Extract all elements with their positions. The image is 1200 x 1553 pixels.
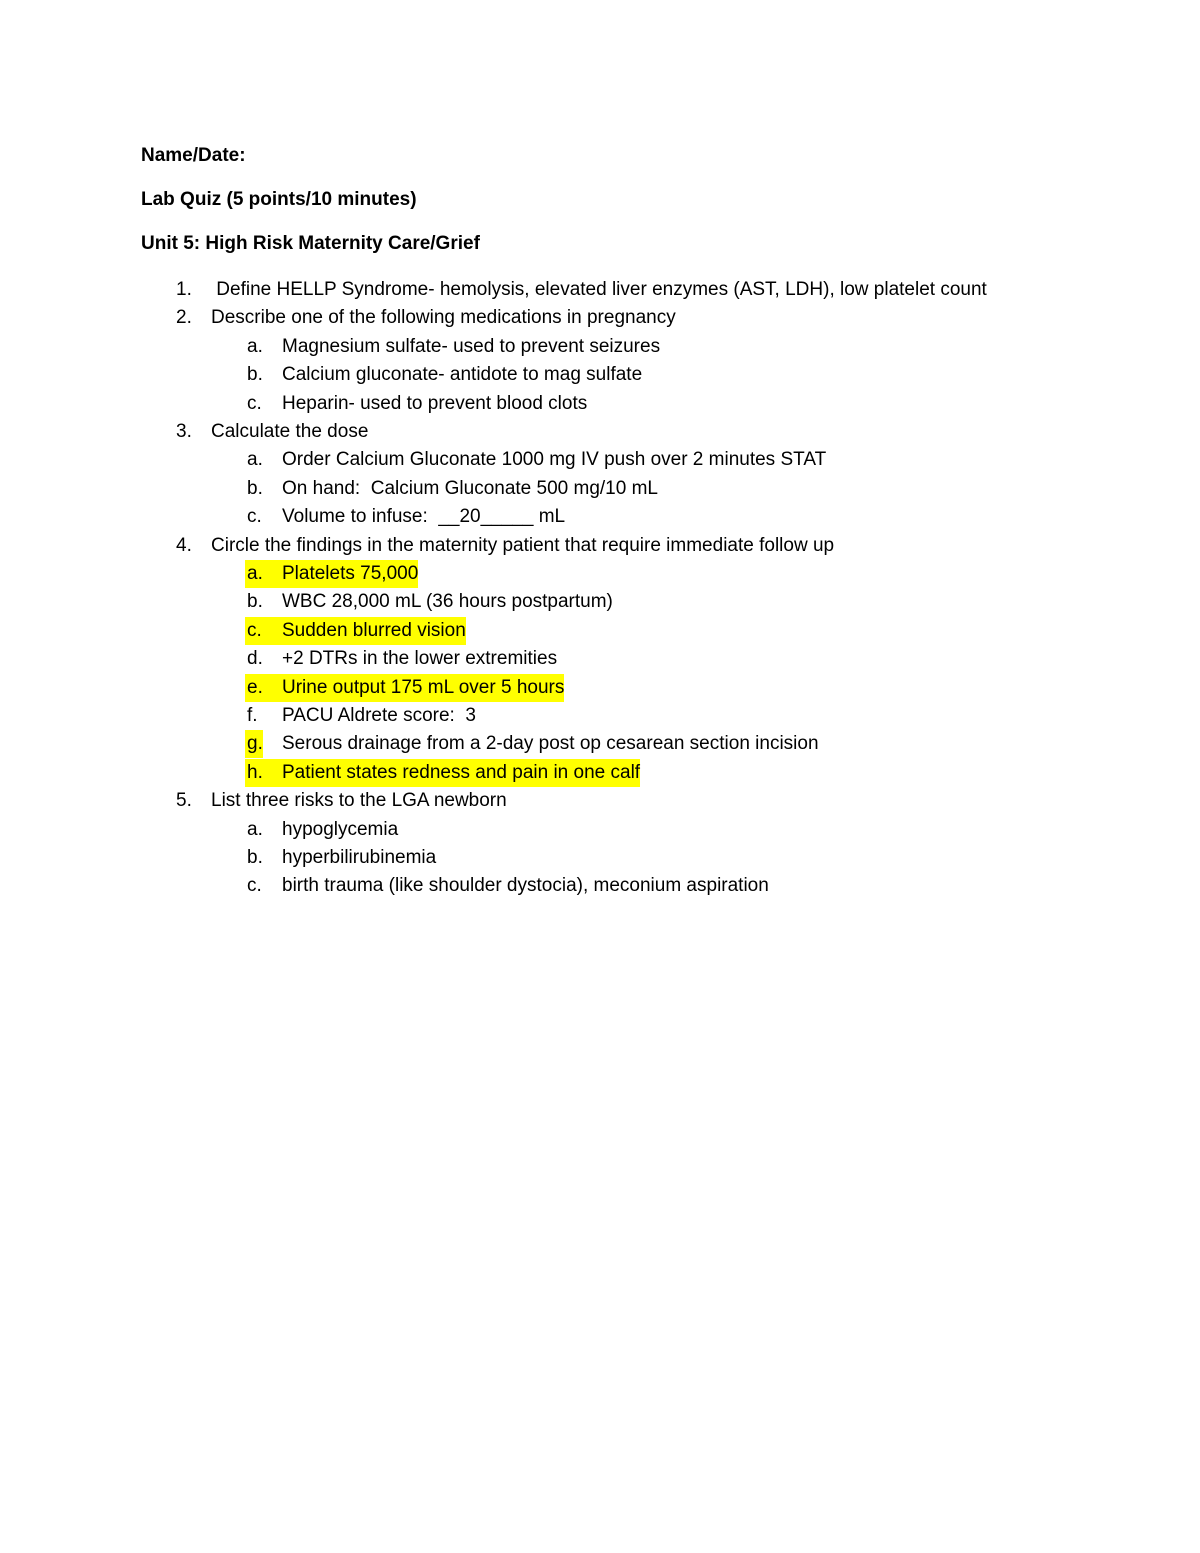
option-text: Magnesium sulfate- used to prevent seizures (282, 335, 661, 357)
option-letter: b. (247, 591, 263, 613)
option-text: On hand: Calcium Gluconate 500 mg/10 mL (282, 477, 658, 499)
option-letter: b. (247, 477, 263, 499)
question-text: List three risks to the LGA newborn (211, 790, 507, 812)
option-letter: h. (245, 759, 284, 787)
option-letter: c. (247, 875, 262, 897)
option-letter: g. (245, 730, 263, 758)
question-text: Describe one of the following medications in pregnancy (211, 307, 676, 329)
option-text: WBC 28,000 mL (36 hours postpartum) (282, 591, 613, 613)
question-text: Calculate the dose (211, 421, 369, 442)
option-text: hyperbilirubinemia (282, 847, 437, 868)
option-text: Heparin- used to prevent blood clots (282, 392, 588, 414)
question-number: 2. (176, 307, 192, 329)
option-text: Serous drainage from a 2-day post op cesarean section incision (282, 733, 819, 755)
option-letter: b. (247, 364, 263, 386)
option-text: Volume to infuse: __20_____ mL (282, 506, 566, 528)
question-number: 1. (176, 279, 192, 300)
option-text: Platelets 75,000 (282, 560, 418, 588)
question-text: Circle the findings in the maternity patient that require immediate follow up (211, 534, 835, 556)
unit-title: Unit 5: High Risk Maternity Care/Grief (141, 233, 480, 254)
quiz-title: Lab Quiz (5 points/10 minutes) (141, 189, 417, 210)
option-text: Order Calcium Gluconate 1000 mg IV push over 2 minutes STAT (282, 449, 827, 471)
option-letter: a. (247, 335, 263, 357)
option-text: birth trauma (like shoulder dystocia), meconium aspiration (282, 875, 769, 897)
question-number: 3. (176, 421, 192, 442)
option-text: Sudden blurred vision (282, 617, 466, 645)
option-text: +2 DTRs in the lower extremities (282, 648, 558, 670)
question-number: 5. (176, 790, 192, 812)
option-text: hypoglycemia (282, 818, 399, 840)
option-letter: b. (247, 847, 263, 868)
option-text: Patient states redness and pain in one calf (282, 759, 640, 787)
option-letter: a. (247, 449, 263, 471)
option-letter: c. (247, 392, 262, 414)
option-letter: c. (247, 506, 262, 528)
question-number: 4. (176, 534, 192, 556)
option-letter: c. (245, 617, 284, 645)
option-letter: f. (247, 705, 258, 726)
question-text: Define HELLP Syndrome- hemolysis, elevated liver enzymes (AST, LDH), low platelet count (211, 279, 987, 300)
option-letter: a. (247, 818, 263, 840)
option-letter: e. (245, 674, 284, 702)
option-text: Calcium gluconate- antidote to mag sulfate (282, 364, 643, 386)
name-date-heading: Name/Date: (141, 145, 246, 166)
option-text: PACU Aldrete score: 3 (282, 705, 476, 726)
option-letter: d. (247, 648, 263, 670)
option-text: Urine output 175 mL over 5 hours (282, 674, 564, 702)
option-letter: a. (245, 560, 284, 588)
